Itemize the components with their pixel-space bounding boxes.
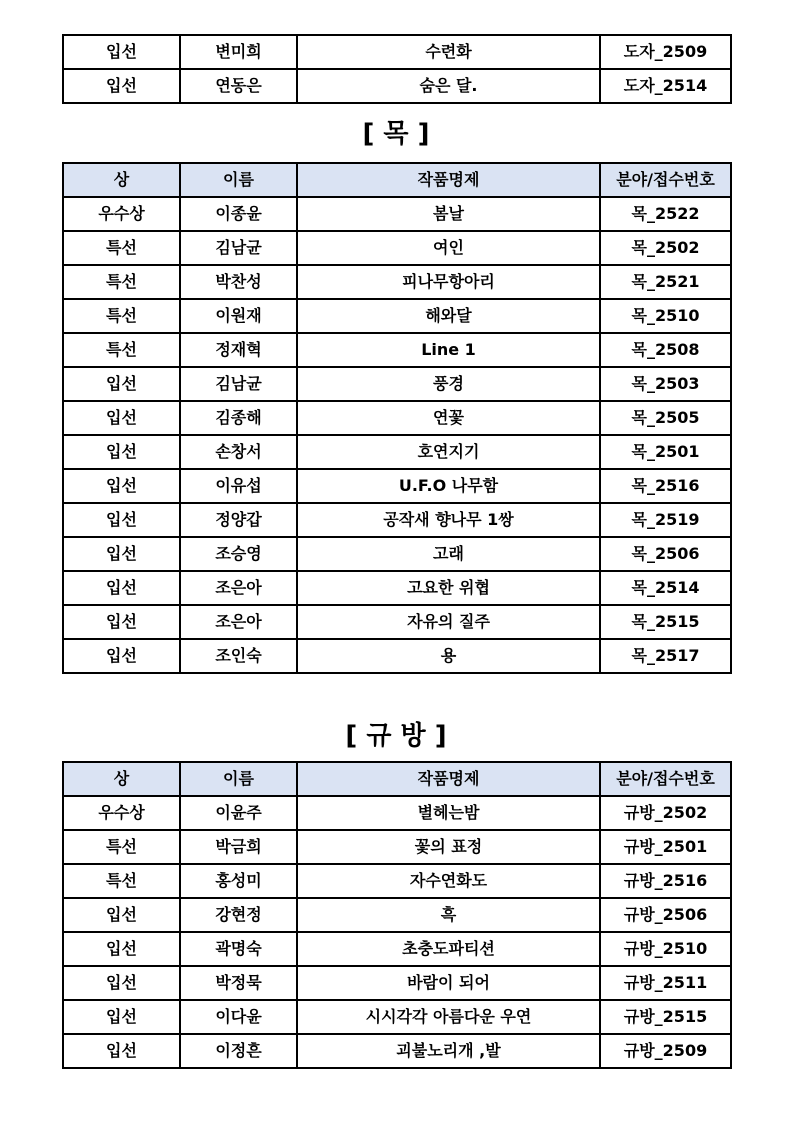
cell-entry-number: 규방_2506 xyxy=(600,898,731,932)
cell-name: 김남균 xyxy=(180,367,297,401)
table-row xyxy=(63,503,731,537)
cell-name: 이정흔 xyxy=(180,1034,297,1068)
table-row xyxy=(63,571,731,605)
header-entry-number: 분야/접수번호 xyxy=(600,762,731,796)
cell-name: 이다윤 xyxy=(180,1000,297,1034)
cell-name: 조은아 xyxy=(180,605,297,639)
cell-name: 박정묵 xyxy=(180,966,297,1000)
cell-name: 조인숙 xyxy=(180,639,297,673)
header-title: 작품명제 xyxy=(297,163,600,197)
table-row xyxy=(63,333,731,367)
cell-name: 조승영 xyxy=(180,537,297,571)
cell-award: 입선 xyxy=(63,503,180,537)
table-header-row xyxy=(63,163,731,197)
cell-name: 강현정 xyxy=(180,898,297,932)
cell-award: 입선 xyxy=(63,69,180,103)
cell-name: 정재혁 xyxy=(180,333,297,367)
table-row xyxy=(63,1000,731,1034)
table-row xyxy=(63,1034,731,1068)
cell-award: 입선 xyxy=(63,932,180,966)
table-row xyxy=(63,435,731,469)
cell-entry-number: 목_2505 xyxy=(600,401,731,435)
cell-entry-number: 목_2506 xyxy=(600,537,731,571)
cell-entry-number: 목_2519 xyxy=(600,503,731,537)
cell-entry-number: 목_2502 xyxy=(600,231,731,265)
cell-title: 해와달 xyxy=(297,299,600,333)
cell-award: 특선 xyxy=(63,265,180,299)
cell-title: 고래 xyxy=(297,537,600,571)
cell-award: 입선 xyxy=(63,401,180,435)
gyubang-results-table xyxy=(62,761,732,1069)
cell-award: 입선 xyxy=(63,1000,180,1034)
cell-title: 자수연화도 xyxy=(297,864,600,898)
cell-entry-number: 목_2521 xyxy=(600,265,731,299)
cell-title: 연꽃 xyxy=(297,401,600,435)
table-row xyxy=(63,898,731,932)
header-award: 상 xyxy=(63,163,180,197)
cell-name: 이종윤 xyxy=(180,197,297,231)
cell-title: U.F.O 나무함 xyxy=(297,469,600,503)
cell-name: 정양갑 xyxy=(180,503,297,537)
cell-title: 초충도파티션 xyxy=(297,932,600,966)
cell-award: 우수상 xyxy=(63,796,180,830)
cell-title: 공작새 향나무 1쌍 xyxy=(297,503,600,537)
cell-award: 입선 xyxy=(63,367,180,401)
header-award: 상 xyxy=(63,762,180,796)
cell-name: 김종해 xyxy=(180,401,297,435)
table-row xyxy=(63,197,731,231)
cell-award: 입선 xyxy=(63,537,180,571)
cell-title: 풍경 xyxy=(297,367,600,401)
cell-name: 홍성미 xyxy=(180,864,297,898)
cell-name: 조은아 xyxy=(180,571,297,605)
table-row xyxy=(63,367,731,401)
cell-entry-number: 도자_2509 xyxy=(600,35,731,69)
cell-title: 용 xyxy=(297,639,600,673)
cell-title: 흑 xyxy=(297,898,600,932)
table-row xyxy=(63,537,731,571)
cell-name: 이유섭 xyxy=(180,469,297,503)
cell-entry-number: 목_2510 xyxy=(600,299,731,333)
table-row xyxy=(63,469,731,503)
cell-entry-number: 목_2501 xyxy=(600,435,731,469)
cell-name: 연동은 xyxy=(180,69,297,103)
table-row xyxy=(63,401,731,435)
cell-entry-number: 목_2515 xyxy=(600,605,731,639)
table-row xyxy=(63,830,731,864)
table-row xyxy=(63,932,731,966)
cell-title: 시시각각 아름다운 우연 xyxy=(297,1000,600,1034)
cell-award: 입선 xyxy=(63,571,180,605)
cell-award: 입선 xyxy=(63,35,180,69)
header-title: 작품명제 xyxy=(297,762,600,796)
cell-award: 특선 xyxy=(63,299,180,333)
cell-name: 이원재 xyxy=(180,299,297,333)
mok-results-table xyxy=(62,162,732,674)
table-row xyxy=(63,265,731,299)
cell-entry-number: 규방_2516 xyxy=(600,864,731,898)
cell-entry-number: 도자_2514 xyxy=(600,69,731,103)
cell-award: 특선 xyxy=(63,830,180,864)
header-name: 이름 xyxy=(180,762,297,796)
cell-award: 입선 xyxy=(63,605,180,639)
cell-entry-number: 목_2522 xyxy=(600,197,731,231)
cell-name: 곽명숙 xyxy=(180,932,297,966)
cell-award: 입선 xyxy=(63,966,180,1000)
cell-title: 여인 xyxy=(297,231,600,265)
cell-name: 박찬성 xyxy=(180,265,297,299)
cell-title: 별헤는밤 xyxy=(297,796,600,830)
cell-name: 김남균 xyxy=(180,231,297,265)
cell-name: 손창서 xyxy=(180,435,297,469)
cell-entry-number: 목_2517 xyxy=(600,639,731,673)
cell-award: 특선 xyxy=(63,231,180,265)
cell-title: 수련화 xyxy=(297,35,600,69)
cell-award: 입선 xyxy=(63,1034,180,1068)
cell-entry-number: 규방_2510 xyxy=(600,932,731,966)
section-title-gyubang: [ 규 방 ] xyxy=(345,721,447,751)
cell-title: 자유의 질주 xyxy=(297,605,600,639)
cell-name: 박금희 xyxy=(180,830,297,864)
cell-title: 봄날 xyxy=(297,197,600,231)
cell-award: 입선 xyxy=(63,435,180,469)
cell-award: 입선 xyxy=(63,639,180,673)
cell-title: 피나무항아리 xyxy=(297,265,600,299)
cell-award: 특선 xyxy=(63,333,180,367)
cell-title: 숨은 달. xyxy=(297,69,600,103)
cell-name: 변미희 xyxy=(180,35,297,69)
cell-title: 호연지기 xyxy=(297,435,600,469)
continued-results-table xyxy=(62,34,732,104)
cell-entry-number: 규방_2511 xyxy=(600,966,731,1000)
table-row xyxy=(63,796,731,830)
cell-title: Line 1 xyxy=(297,333,600,367)
table-row xyxy=(63,69,731,103)
table-row xyxy=(63,605,731,639)
table-row xyxy=(63,299,731,333)
cell-title: 바람이 되어 xyxy=(297,966,600,1000)
cell-award: 입선 xyxy=(63,469,180,503)
cell-title: 고요한 위협 xyxy=(297,571,600,605)
table-row xyxy=(63,231,731,265)
cell-award: 특선 xyxy=(63,864,180,898)
table-row xyxy=(63,864,731,898)
header-entry-number: 분야/접수번호 xyxy=(600,163,731,197)
cell-entry-number: 목_2503 xyxy=(600,367,731,401)
cell-award: 우수상 xyxy=(63,197,180,231)
cell-entry-number: 목_2514 xyxy=(600,571,731,605)
cell-entry-number: 규방_2509 xyxy=(600,1034,731,1068)
cell-name: 이윤주 xyxy=(180,796,297,830)
cell-entry-number: 규방_2502 xyxy=(600,796,731,830)
table-row xyxy=(63,966,731,1000)
table-row xyxy=(63,639,731,673)
cell-title: 꽃의 표정 xyxy=(297,830,600,864)
header-name: 이름 xyxy=(180,163,297,197)
cell-title: 괴불노리개 ,발 xyxy=(297,1034,600,1068)
cell-entry-number: 목_2508 xyxy=(600,333,731,367)
cell-award: 입선 xyxy=(63,898,180,932)
table-header-row xyxy=(63,762,731,796)
cell-entry-number: 규방_2515 xyxy=(600,1000,731,1034)
cell-entry-number: 목_2516 xyxy=(600,469,731,503)
cell-entry-number: 규방_2501 xyxy=(600,830,731,864)
section-title-mok: [ 목 ] xyxy=(362,119,430,149)
table-row xyxy=(63,35,731,69)
